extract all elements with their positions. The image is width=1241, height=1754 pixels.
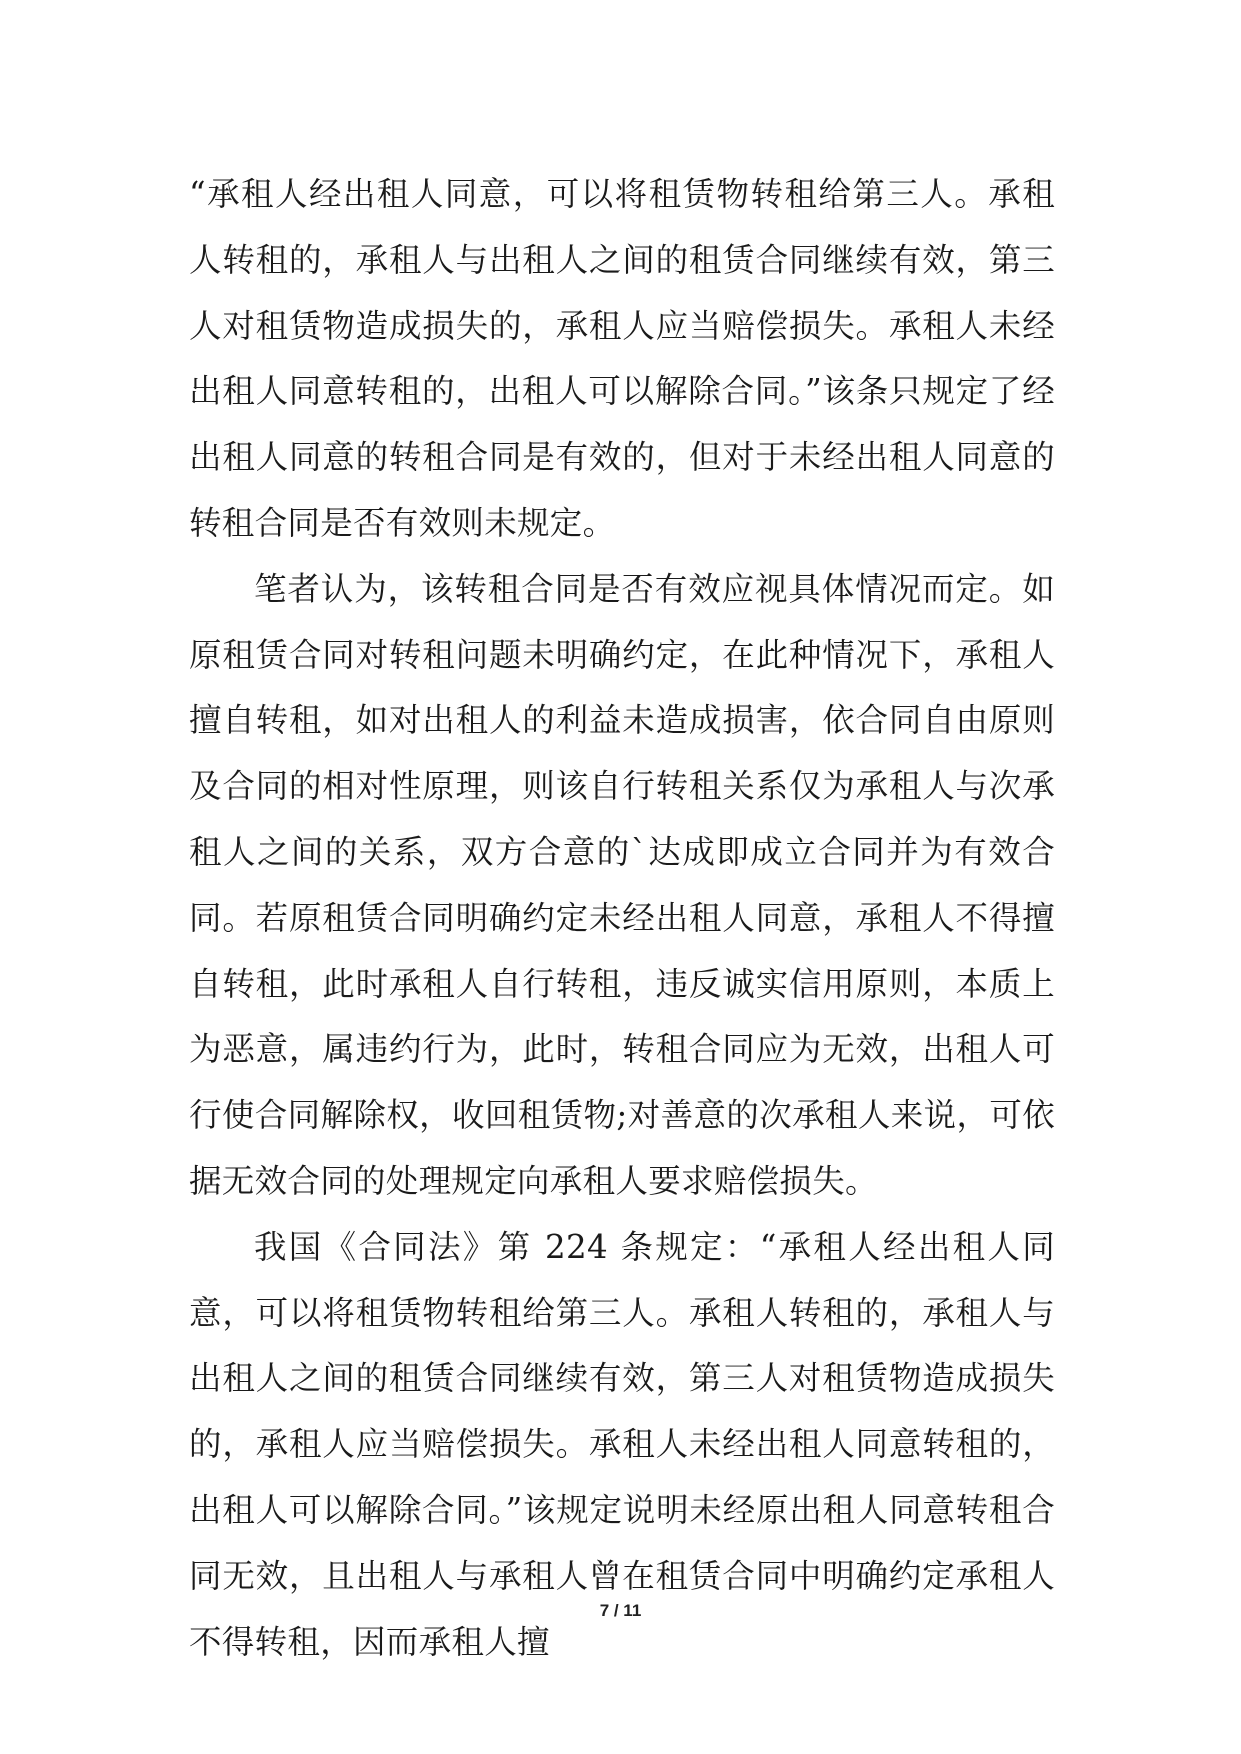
document-body: [189, 162, 1055, 1675]
paragraph-3: 我国《合同法》第 224 条规定：“承租人经出租人同意，可以将租赁物转租给第三人。承租人转租的，承租人与出租人之间的租赁合同继续有效，第三人对租赁物造成损失的，承租人应当赔偿损失。承租人未经出租人同意转租的，出租人可以解除合同。”该规定说明未经原出租人同意转租合同无效，且出租人与承租人曾在租赁合同中明确约定承租人不得转租，因而承租人擅: [189, 1227, 1055, 1661]
paragraph-1: “承租人经出租人同意，可以将租赁物转租给第三人。承租人转租的，承租人与出租人之间的租赁合同继续有效，第三人对租赁物造成损失的，承租人应当赔偿损失。承租人未经出租人同意转租的，出租人可以解除合同。”该条只规定了经出租人同意的转租合同是有效的，但对于未经出租人同意的转租合同是否有效则未规定。: [189, 175, 1055, 542]
paragraph-2: 笔者认为，该转租合同是否有效应视具体情况而定。如原租赁合同对转租问题未明确约定，在此种情况下，承租人擅自转租，如对出租人的利益未造成损害，依合同自由原则及合同的相对性原理，则该自行转租关系仅为承租人与次承租人之间的关系，双方合意的`达成即成立合同并为有效合同。若原租赁合同明确约定未经出租人同意，承租人不得擅自转租，此时承租人自行转租，违反诚实信用原则，本质上为恶意，属违约行为，此时，转租合同应为无效，出租人可行使合同解除权，收回租赁物;对善意的次承租人来说，可依据无效合同的处理规定向承租人要求赔偿损失。: [189, 569, 1055, 1200]
page-number: 7 / 11: [599, 1601, 642, 1620]
